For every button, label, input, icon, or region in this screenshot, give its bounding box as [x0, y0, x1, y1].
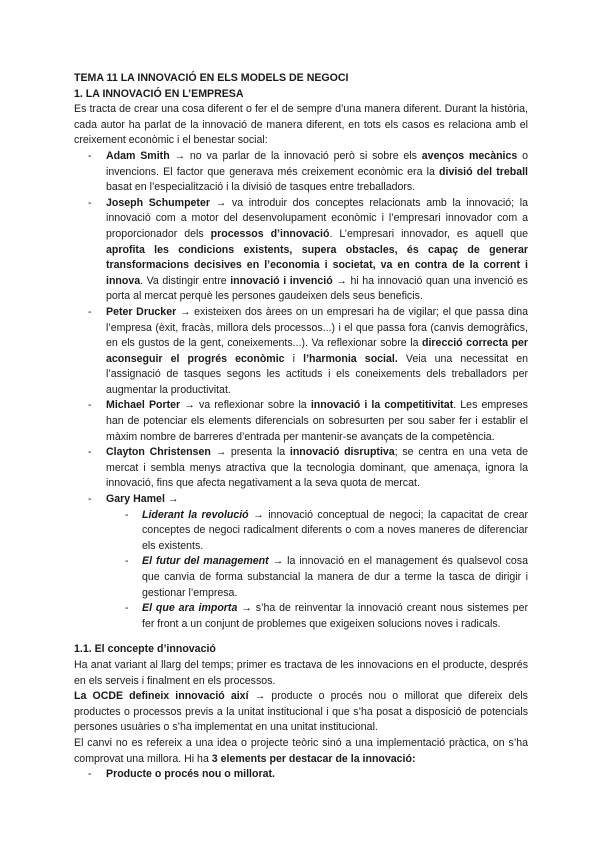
item-bold-text: innovació i la competitivitat: [310, 399, 454, 412]
document-title: TEMA 11 LA INNOVACIÓ EN ELS MODELS DE NEGOCI: [74, 72, 349, 84]
item-bold-text: divisió del treball: [439, 165, 528, 178]
sub-text: → s’ha de reinventar la innovació creant nous sistemes per fer front a un conjunt de problemes que exigeixen solucions noves i radicals.: [142, 602, 528, 630]
item-text: ; se centra en una veta de mercat i sembla menys atractiva que la tecnologia dominant, que amenaça, ignora la innovació, fins que afecta negativament a la seva quota de mercat.: [106, 446, 529, 490]
sublist-item: [74, 601, 528, 632]
list-item-hamel: [74, 492, 528, 632]
concept-paragraph: Ha anat variant al llarg del temps; primer es tractava de les innovacions en el producte, després en els serveis i finalment en els processos.: [74, 658, 528, 687]
change-paragraph: [74, 736, 528, 767]
intro-paragraph: Es tracta de crear una cosa diferent o fer el de sempre d’una manera diferent. Durant la història, cada autor ha parlat de la innovació de manera diferent, en tots els casos es relaciona amb el creixement econòmic i el benestar social:: [74, 103, 528, 147]
item-text: . L’empresari innovador, es aquell que: [329, 227, 528, 240]
list-item-christensen: [74, 445, 528, 492]
author-name: Michael Porter: [106, 399, 181, 412]
change-text: El canvi no es refereix a una idea o projecte teòric sinó a una implementació pràctica, on s’ha comprovat una millora. Hi ha: [74, 736, 528, 765]
section-heading-1-1: 1.1. El concepte d’innovació: [74, 643, 216, 656]
item-bold-text: l’harmonia social.: [303, 352, 398, 365]
item-text: → hi ha innovació quan una invenció es porta al mercat perquè les persones gaudeixen dels seus beneficis.: [106, 274, 528, 303]
ocde-paragraph: [74, 689, 528, 736]
sub-title: El que ara importa: [142, 602, 238, 615]
item-bold-text: avenços mecànics: [421, 149, 518, 162]
sub-text: → la innovació en el management és qualsevol cosa que canvia de forma substancial la manera de dur a terme la tasca de dirigir i gestionar l’empresa.: [142, 555, 528, 599]
item-text: i: [284, 352, 304, 365]
author-name: Joseph Schumpeter: [106, 196, 210, 209]
item-bold-text: direcció correcta per aconseguir el progrés econòmic: [106, 337, 529, 365]
author-name: Peter Drucker: [106, 305, 177, 318]
sub-text: → innovació conceptual de negoci; la capacitat de crear conceptes de negoci radicalment diferents o com a noves maneres de diferenciar els existents.: [142, 508, 528, 552]
item-text: → presenta la: [210, 446, 290, 459]
list-item-schumpeter: [74, 196, 528, 305]
author-name: Gary Hamel: [106, 493, 165, 506]
item-text: . Les empreses han de potenciar els elements diferencials on sobresurten per sou saber fer i establir el màxim nombre de barreres d’entrada per mantenir-se avançats de la competència.: [106, 399, 528, 443]
item-bold-text: innovació disruptiva: [289, 446, 395, 459]
author-name: Adam Smith: [106, 149, 170, 162]
ocde-bold: La OCDE defineix innovació així: [74, 690, 249, 703]
item-text: . Va distingir entre: [140, 274, 231, 287]
item-text: → existeixen dos àrees on un empresari ha de vigilar; el que passa dina l’empresa (èxit, fracàs, millora dels processos...) i el que passa fora (canvis demogràfics, en els gustos de la gent, coneixements...). Va reflexionar sobre la: [106, 305, 528, 350]
author-name: Clayton Christensen: [106, 446, 211, 459]
section-heading-1: 1. LA INNOVACIÓ EN L’EMPRESA: [74, 87, 244, 100]
list-item-product: [74, 767, 528, 783]
sub-title: El futur del management: [142, 555, 269, 568]
item-text: → va introduir dos conceptes relacionats amb la innovació; la innovació com a motor del desenvolupament econòmic i l’empresari innovador com a proporcionador dels: [106, 196, 528, 240]
hamel-sublist: [74, 508, 528, 633]
item-text: basat en l’especialització i la divisió de tasques entre treballadors.: [106, 181, 416, 194]
item-bold-text: aprofita les condicions existents, supera obstacles, és capaç de generar transformacions decisives en l’economia i societat, va en contra de la corrent i innova: [106, 243, 528, 287]
item-text: → no va parlar de la innovació però si sobre els: [169, 149, 422, 162]
sub-title: Liderant la revolució: [142, 508, 249, 521]
list-item-drucker: [74, 305, 528, 399]
item-arrow: →: [164, 493, 179, 506]
authors-list: [74, 149, 528, 632]
ocde-text: → producte o procés nou o millorat que difereix dels productes o processos previs a la unitat institucional i que s’ha posat a disposició de potencials persones usuàries o s’ha implementat en una unitat institucional.: [74, 690, 528, 734]
item-text: Veia una necessitat en l’assignació de tasques segons les actituds i els coneixements dels treballadors per augmentar la productivitat.: [106, 352, 528, 396]
item-bold-text: innovació i invenció: [230, 274, 333, 287]
document-page: [74, 71, 528, 783]
list-item-porter: [74, 398, 528, 445]
spacer: [74, 632, 528, 640]
item-text: → va reflexionar sobre la: [180, 399, 311, 412]
elements-list: [74, 767, 528, 783]
list-item-adam-smith: [74, 149, 528, 196]
item-bold-text: processos d’innovació: [210, 227, 330, 240]
item-bold-text: Producte o procés nou o millorat.: [106, 768, 275, 781]
change-bold: 3 elements per destacar de la innovació:: [211, 752, 416, 765]
sublist-item: [74, 554, 528, 601]
sublist-item: [74, 508, 528, 555]
item-text: o invencions. El factor que generava més creixement econòmic era la: [106, 149, 529, 178]
